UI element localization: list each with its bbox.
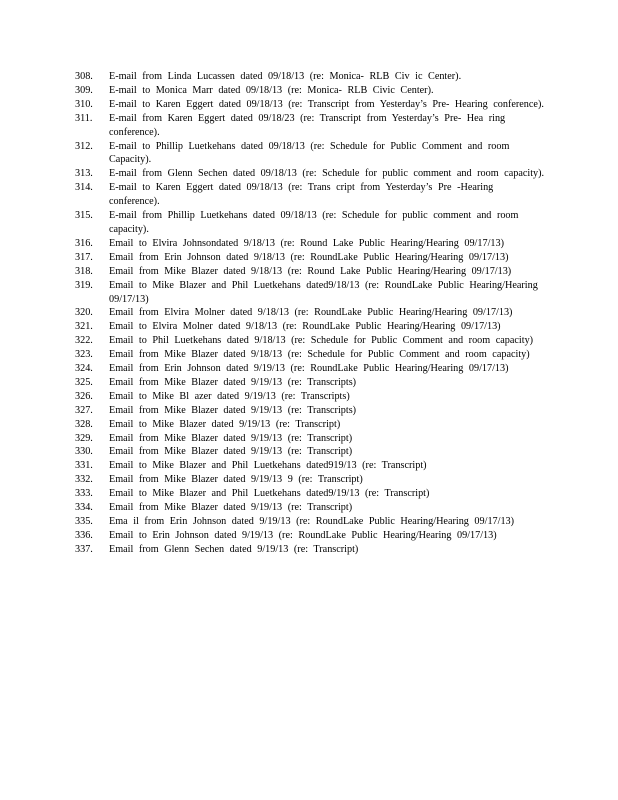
entry-text: Email from Erin Johnson dated 9/19/13 (re: RoundLake Public Hearing/Hearing 09/17/13) xyxy=(109,363,509,375)
list-item xyxy=(75,84,545,98)
list-item xyxy=(75,70,545,84)
list-item xyxy=(75,362,545,376)
entry-text: Email to Mike Blazer and Phil Luetkehans dated919/13 (re: Transcript) xyxy=(109,460,427,472)
list-item xyxy=(75,473,545,487)
entry-number: 309. xyxy=(75,84,93,96)
list-item xyxy=(75,404,545,418)
list-item xyxy=(75,529,545,543)
list-item xyxy=(75,265,545,279)
entry-text: Email from Mike Blazer dated 9/19/13 (re: Transcripts) xyxy=(109,376,357,388)
list-item xyxy=(75,334,545,348)
entry-text: E-mail to Karen Eggert dated 09/18/13 (re: Trans cript from Yesterday’s Pre -Hearing conference). xyxy=(109,182,494,208)
entry-number: 315. xyxy=(75,210,93,222)
entry-text: Email from Mike Blazer dated 9/19/13 (re: Transcript) xyxy=(109,432,353,444)
entry-text: E-mail to Phillip Luetkehans dated 09/18/13 (re: Schedule for Public Comment and room Capacity). xyxy=(109,140,510,166)
entry-number: 308. xyxy=(75,71,93,82)
entry-number: 313. xyxy=(75,168,93,180)
entry-text: Email from Glenn Sechen dated 9/19/13 (re: Transcript) xyxy=(109,543,359,555)
list-item xyxy=(75,515,545,529)
entry-text: E-mail from Glenn Sechen dated 09/18/13 (re: Schedule for public comment and room capacity). xyxy=(109,168,545,180)
entry-number: 334. xyxy=(75,502,93,514)
entry-number: 311. xyxy=(75,112,93,124)
entry-text: Email from Mike Blazer dated 9/19/13 (re: Transcript) xyxy=(109,502,353,514)
entry-text: Ema il from Erin Johnson dated 9/19/13 (re: RoundLake Public Hearing/Hearing 09/17/13) xyxy=(109,516,515,527)
entry-text: Email to Mike Blazer and Phil Luetkehans dated9/19/13 (re: Transcript) xyxy=(109,488,430,500)
list-item xyxy=(75,167,545,181)
entry-text: Email from Elvira Molner dated 9/18/13 (re: RoundLake Public Hearing/Hearing 09/17/13) xyxy=(109,307,513,319)
entry-text: Email from Mike Blazer dated 9/18/13 (re: Schedule for Public Comment and room capacity) xyxy=(109,349,530,361)
list-item xyxy=(75,459,545,473)
list-item xyxy=(75,543,545,557)
entry-text: Email from Erin Johnson dated 9/18/13 (re: RoundLake Public Hearing/Hearing 09/17/13) xyxy=(109,251,509,263)
entry-number: 333. xyxy=(75,488,93,500)
entry-number: 310. xyxy=(75,98,93,110)
list-item xyxy=(75,98,545,112)
entry-number: 320. xyxy=(75,307,93,319)
list-item xyxy=(75,487,545,501)
entry-number: 321. xyxy=(75,321,93,333)
entry-number: 314. xyxy=(75,182,93,194)
entry-number: 332. xyxy=(75,474,93,486)
entry-number: 319. xyxy=(75,279,93,291)
entry-number: 324. xyxy=(75,363,93,375)
entry-text: Email to Erin Johnson dated 9/19/13 (re: RoundLake Public Hearing/Hearing 09/17/13) xyxy=(109,529,497,541)
entry-number: 331. xyxy=(75,460,93,472)
list-item xyxy=(75,418,545,432)
entry-text: Email to Mike Blazer and Phil Luetkehans dated9/18/13 (re: RoundLake Public Hearing/Hearing 09/17/13) xyxy=(109,279,538,305)
list-item xyxy=(75,181,545,209)
entry-text: E-mail from Linda Lucassen dated 09/18/13 (re: Monica- RLB Civ ic Center). xyxy=(109,71,462,82)
entry-number: 312. xyxy=(75,140,93,152)
list-item xyxy=(75,279,545,307)
entry-number: 327. xyxy=(75,404,93,416)
entry-number: 316. xyxy=(75,237,93,249)
entry-text: Email from Mike Blazer dated 9/18/13 (re: Round Lake Public Hearing/Hearing 09/17/13) xyxy=(109,265,512,277)
entry-number: 337. xyxy=(75,543,93,555)
list-item xyxy=(75,209,545,237)
list-item xyxy=(75,237,545,251)
entry-number: 329. xyxy=(75,432,93,444)
entry-number: 318. xyxy=(75,265,93,277)
entry-text: Email to Elvira Molner dated 9/18/13 (re: RoundLake Public Hearing/Hearing 09/17/13) xyxy=(109,321,501,333)
entry-text: Email from Mike Blazer dated 9/19/13 9 (re: Transcript) xyxy=(109,474,363,486)
entry-number: 323. xyxy=(75,349,93,361)
entry-number: 328. xyxy=(75,418,93,430)
list-item xyxy=(75,306,545,320)
list-item xyxy=(75,140,545,168)
entry-text: E-mail to Monica Marr dated 09/18/13 (re: Monica- RLB Civic Center). xyxy=(109,84,434,96)
entry-text: E-mail from Karen Eggert dated 09/18/23 (re: Transcript from Yesterday’s Pre- Hea ring conference). xyxy=(109,112,506,138)
entry-text: Email to Phil Luetkehans dated 9/18/13 (re: Schedule for Public Comment and room capacity) xyxy=(109,335,534,347)
entry-number: 317. xyxy=(75,251,93,263)
entry-text: Email to Mike Blazer dated 9/19/13 (re: Transcript) xyxy=(109,418,341,430)
list-item xyxy=(75,445,545,459)
entry-number: 336. xyxy=(75,529,93,541)
correspondence-list xyxy=(75,70,545,557)
entry-number: 326. xyxy=(75,390,93,402)
entry-number: 330. xyxy=(75,446,93,458)
entry-text: E-mail from Phillip Luetkehans dated 09/18/13 (re: Schedule for public comment and room capacity). xyxy=(109,210,519,235)
list-item xyxy=(75,390,545,404)
list-item xyxy=(75,348,545,362)
entry-text: Email to Elvira Johnsondated 9/18/13 (re: Round Lake Public Hearing/Hearing 09/17/13) xyxy=(109,237,504,249)
list-item xyxy=(75,376,545,390)
list-item xyxy=(75,501,545,515)
entry-number: 335. xyxy=(75,516,93,527)
entry-text: Email from Mike Blazer dated 9/19/13 (re: Transcripts) xyxy=(109,404,357,416)
list-item xyxy=(75,112,545,140)
entry-text: Email from Mike Blazer dated 9/19/13 (re: Transcript) xyxy=(109,446,353,458)
entry-text: E-mail to Karen Eggert dated 09/18/13 (re: Transcript from Yesterday’s Pre- Hearing conference). xyxy=(109,98,544,110)
entry-text: Email to Mike Bl azer dated 9/19/13 (re: Transcripts) xyxy=(109,390,350,402)
list-item xyxy=(75,320,545,334)
list-item xyxy=(75,432,545,446)
list-item xyxy=(75,251,545,265)
entry-number: 325. xyxy=(75,376,93,388)
entry-number: 322. xyxy=(75,335,93,347)
